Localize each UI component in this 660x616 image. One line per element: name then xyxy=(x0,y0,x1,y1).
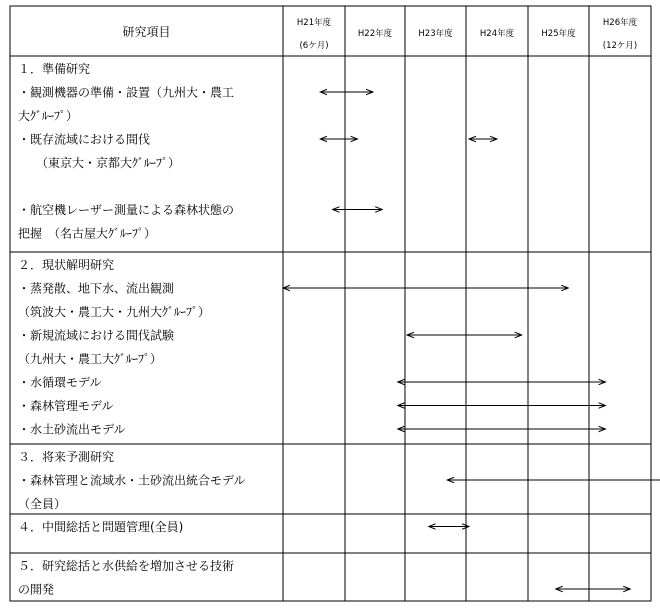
year-duration: (12ケ月) xyxy=(602,41,638,51)
research-item-text: ・観測機器の準備・設置（九州大・農工 xyxy=(18,85,235,100)
research-item-text: 大ｸﾞﾙｰﾌﾟ） xyxy=(18,109,79,123)
item-column-header: 研究項目 xyxy=(122,25,171,39)
research-item-text: ・航空機レーザー測量による森林状態の xyxy=(18,203,235,217)
research-item-text: ・水土砂流出モデル xyxy=(18,422,126,437)
research-item-text: ・新規流域における間伐試験 xyxy=(18,328,175,343)
year-header: H23年度 xyxy=(418,29,453,39)
section-heading: ３．将来予測研究 xyxy=(18,450,115,464)
section-heading: １．準備研究 xyxy=(18,62,91,76)
research-item-text: 把握 （名古屋大ｸﾞﾙｰﾌﾟ） xyxy=(18,226,157,241)
section-heading: ５．研究総括と水供給を増加させる技術 xyxy=(18,559,235,573)
year-duration: (6ケ月) xyxy=(299,41,329,51)
research-item-text: （九州大・農工大ｸﾞﾙｰﾌﾟ） xyxy=(18,352,163,366)
section-heading: ４．中間総括と問題管理(全員) xyxy=(18,520,184,534)
year-header: H21年度 xyxy=(296,18,332,28)
year-header: H24年度 xyxy=(479,29,515,39)
year-header: H22年度 xyxy=(357,29,393,39)
year-header: H26年度 xyxy=(602,18,638,28)
research-item-text: ・森林管理モデル xyxy=(18,399,114,413)
research-item-text: ・水循環モデル xyxy=(18,375,102,390)
research-item-text: （東京大・京都大ｸﾞﾙｰﾌﾟ） xyxy=(18,156,181,170)
year-header: H25年度 xyxy=(541,29,576,39)
research-item-text: ・既存流域における間伐 xyxy=(18,132,151,147)
research-item-text: （全員） xyxy=(18,497,67,511)
section-heading: ２．現状解明研究 xyxy=(18,258,115,272)
research-item-text: （筑波大・農工大・九州大ｸﾞﾙｰﾌﾟ） xyxy=(18,305,211,319)
research-item-text: ・森林管理と流域水・土砂流出統合モデル xyxy=(18,473,246,488)
research-item-text: の開発 xyxy=(18,582,55,597)
research-item-text: ・蒸発散、地下水、流出観測 xyxy=(18,281,175,296)
